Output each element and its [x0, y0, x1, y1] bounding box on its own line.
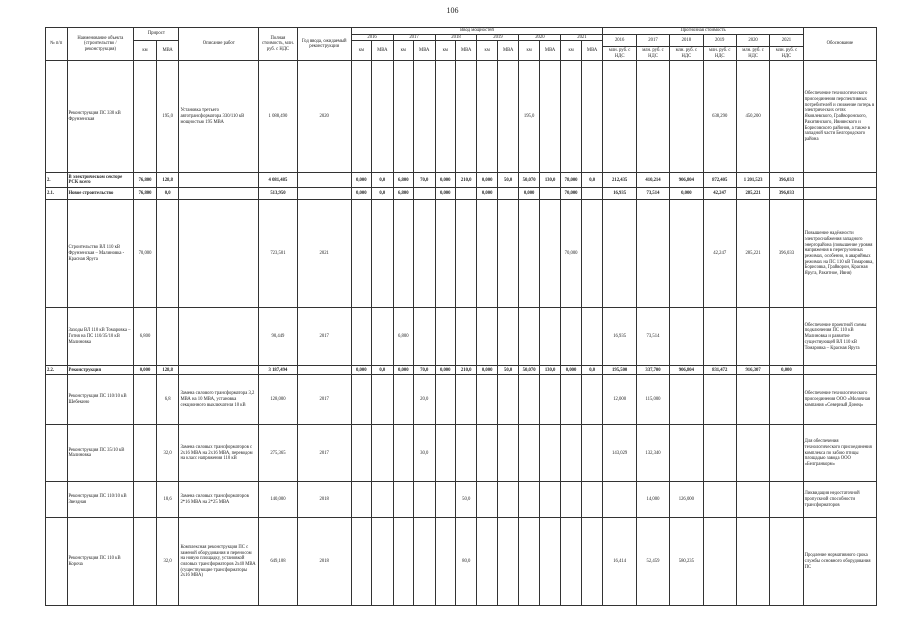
work-description: Комплексная реконструкция ПС с заменой оборудования и переносом на новую площадку, установкой силовых трансформаторов 2х40 МВА (существующие трансформаторы 2х16 МВА) — [179, 518, 259, 606]
input-value: 70,0 — [413, 366, 435, 375]
input-value: 50,0 — [497, 173, 519, 188]
hdr-fin-unit: млн. руб. с НДС — [603, 47, 636, 61]
object-name: Новое строительство — [67, 188, 134, 200]
fin-value: 906,804 — [670, 173, 703, 188]
commission-year: 2017 — [297, 308, 351, 366]
fin-2016: 16,935 — [603, 308, 636, 366]
input-value: 0,000 — [477, 173, 497, 188]
input-value: 0,000 — [351, 188, 371, 200]
fin-2017: 115,000 — [636, 375, 669, 425]
input-2020-km: 195,0 — [519, 61, 539, 173]
hdr-fin-unit: млн. руб. с НДС — [770, 47, 803, 61]
hdr-cost: Полная стоимость, млн. руб. с НДС — [259, 28, 298, 61]
input-value: 0,0 — [372, 188, 394, 200]
full-cost: 649,108 — [259, 518, 298, 606]
hdr-km: км — [477, 41, 497, 61]
commission-year: 2018 — [297, 482, 351, 518]
hdr-fin-unit: млн. руб. с НДС — [636, 47, 669, 61]
hdr-km: км — [561, 41, 581, 61]
gain-mva: 128,8 — [156, 173, 179, 188]
full-cost: 723,501 — [259, 200, 298, 308]
hdr-mva: МВА — [539, 41, 561, 61]
row-num: 2. — [46, 173, 68, 188]
input-value: 130,0 — [539, 173, 561, 188]
input-value: 0,000 — [351, 366, 371, 375]
table-row — [46, 425, 877, 482]
table-row — [46, 200, 877, 308]
hdr-year: Год ввода, ожидаемый реконструкции — [297, 28, 351, 61]
input-value: 50,070 — [519, 366, 539, 375]
object-name: В электрическом секторе РСК всего — [67, 173, 134, 188]
hdr-km: км — [351, 41, 371, 61]
input-value: 0,000 — [435, 366, 455, 375]
object-name: Строительство ВЛ 110 кВ Фрунзенская – Малиновка - Красная Яруга — [67, 200, 134, 308]
full-cost: 275,365 — [259, 425, 298, 482]
fin-value: 916,307 — [736, 366, 769, 375]
fin-2016: 143,029 — [603, 425, 636, 482]
hdr-justification: Обоснование — [803, 28, 876, 61]
input-value — [497, 188, 519, 200]
fin-2021: 396,033 — [770, 200, 803, 308]
hdr-fin-2016: 2016 — [603, 34, 636, 47]
input-value: 6,800 — [393, 188, 413, 200]
hdr-year-2017: 2017 — [393, 34, 435, 41]
object-name: Реконструкция ПС 35/10 кВ Малиновка — [67, 425, 134, 482]
input-value: 6,800 — [393, 173, 413, 188]
fin-value: 906,804 — [670, 366, 703, 375]
input-value: 130,0 — [539, 366, 561, 375]
fin-value: 410,214 — [636, 173, 669, 188]
hdr-fin-unit: млн. руб. с НДС — [736, 47, 769, 61]
input-value: 0,0 — [581, 173, 603, 188]
fin-2017: 14,000 — [636, 482, 669, 518]
table-row — [46, 308, 877, 366]
hdr-financing-group: Прогнозная стоимость — [603, 28, 803, 35]
table-row — [46, 188, 877, 200]
input-2017-mva: 20,0 — [413, 375, 435, 425]
input-2018-mva: 50,0 — [455, 482, 477, 518]
commission-year: 2018 — [297, 518, 351, 606]
input-2021-km: 70,000 — [561, 200, 581, 308]
work-description: Замена силового трансформатора 3,2 МВА на 10 МВА, установка секционного выключателя 10 кВ — [179, 375, 259, 425]
input-value: 0,0 — [372, 366, 394, 375]
justification: Продление нормативного срока службы основного оборудования ПС — [803, 518, 876, 606]
table-row — [46, 366, 877, 375]
hdr-mva: МВА — [372, 41, 394, 61]
hdr-gain-km: км — [134, 41, 157, 61]
input-value: 0,000 — [435, 173, 455, 188]
input-value: 210,0 — [455, 366, 477, 375]
fin-2017: 132,340 — [636, 425, 669, 482]
gain-km: 70,000 — [134, 200, 157, 308]
gain-mva: 6,8 — [156, 375, 179, 425]
full-cost: 90,449 — [259, 308, 298, 366]
hdr-km: км — [519, 41, 539, 61]
justification: Обеспечение технологического присоединения перспективных потребителей и снижение потерь в электрических сетях Яковлевского, Грайворонского, Ракитянского, Ивнянского и Борисовского районов, а также в западной части Белгородского района — [803, 61, 876, 173]
object-name: Реконструкция ПС 330 кВ Фрунзенская — [67, 61, 134, 173]
input-value: 50,070 — [519, 173, 539, 188]
fin-2018: 580,235 — [670, 518, 703, 606]
input-value: 0,000 — [561, 366, 581, 375]
justification: Обеспечение проектной схемы подключения ПС 110 кВ Малиновка и развитие существующей ВЛ 110 кВ Томаровка – Красная Яруга — [803, 308, 876, 366]
input-value: 210,0 — [455, 173, 477, 188]
hdr-num: № п/п — [46, 28, 68, 61]
commission-year: 2021 — [297, 200, 351, 308]
fin-value: 73,514 — [636, 188, 669, 200]
page-number: 106 — [446, 6, 459, 15]
hdr-gain-mva: МВА — [156, 41, 179, 61]
full-cost: 513,950 — [259, 188, 298, 200]
input-value — [455, 188, 477, 200]
row-num: 2.1. — [46, 188, 68, 200]
fin-value: 831,472 — [703, 366, 736, 375]
input-value: 0,0 — [372, 173, 394, 188]
hdr-year-2020: 2020 — [519, 34, 561, 41]
fin-value: 337,700 — [636, 366, 669, 375]
gain-km: 76,800 — [134, 173, 157, 188]
work-description: Замена силовых трансформаторов с 2х16 МВА на 2х16 МВА, переводом на класс напряжения 110 кВ — [179, 425, 259, 482]
fin-value: 16,935 — [603, 188, 636, 200]
hdr-mva: МВА — [413, 41, 435, 61]
hdr-description: Описание работ — [179, 28, 259, 61]
hdr-fin-2021: 2021 — [770, 34, 803, 47]
justification: Для обеспечения технологического присоединения комплекса по забою птицы площадью завода ООО «Белгранкорм» — [803, 425, 876, 482]
gain-mva: 0,0 — [156, 188, 179, 200]
table-row — [46, 482, 877, 518]
gain-mva: 32,0 — [156, 425, 179, 482]
object-name: Реконструкция ПС 110 кВ Корочa — [67, 518, 134, 606]
input-2017-mva: 30,0 — [413, 425, 435, 482]
object-name: Заходы ВЛ 110 кВ Томаровка – Готня на ПС 110/35/10 кВ Малиновка — [67, 308, 134, 366]
fin-2020: 450,200 — [736, 61, 769, 173]
fin-value: 396,033 — [770, 188, 803, 200]
hdr-fin-2018: 2018 — [670, 34, 703, 47]
table-row — [46, 518, 877, 606]
table-row — [46, 61, 877, 173]
fin-value: 285,221 — [736, 188, 769, 200]
hdr-gain: Прирост — [134, 28, 179, 41]
hdr-fin-2017: 2017 — [636, 34, 669, 47]
gain-mva: 32,0 — [156, 518, 179, 606]
input-value: 0,000 — [477, 366, 497, 375]
justification: Обеспечение технологического присоединения ООО «Молочная компания «Северный Донец» — [803, 375, 876, 425]
input-value: 0,0 — [581, 366, 603, 375]
commission-year: 2017 — [297, 375, 351, 425]
commission-year: 2017 — [297, 425, 351, 482]
justification: Ликвидация недостаточной пропускной способности трансформаторов — [803, 482, 876, 518]
input-value: 70,000 — [561, 188, 581, 200]
input-value — [539, 188, 561, 200]
object-name: Реконструкция ПС 110/10 кВ Звездная — [67, 482, 134, 518]
input-value: 78,000 — [561, 173, 581, 188]
gain-mva: 128,8 — [156, 366, 179, 375]
hdr-year-2019: 2019 — [477, 34, 519, 41]
input-value: 0,000 — [477, 188, 497, 200]
fin-2016: 16,414 — [603, 518, 636, 606]
hdr-input-group: Ввод мощностей — [351, 28, 603, 35]
object-name: Реконструкция ПС 110/10 кВ Шебекино — [67, 375, 134, 425]
fin-value: 195,500 — [603, 366, 636, 375]
fin-value: 872,405 — [703, 173, 736, 188]
hdr-year-2018: 2018 — [435, 34, 477, 41]
full-cost: 128,000 — [259, 375, 298, 425]
input-value — [413, 188, 435, 200]
input-2018-mva: 80,0 — [455, 518, 477, 606]
input-value: 50,0 — [497, 366, 519, 375]
hdr-mva: МВА — [497, 41, 519, 61]
input-value: 70,0 — [413, 173, 435, 188]
row-num: 2.2. — [46, 366, 68, 375]
hdr-mva: МВА — [455, 41, 477, 61]
fin-value: 396,033 — [770, 173, 803, 188]
investment-table — [45, 27, 877, 606]
input-2017-km: 6,800 — [393, 308, 413, 366]
work-description: Установка третьего автотрансформатора 330/110 кВ мощностью 195 МВА — [179, 61, 259, 173]
full-cost: 140,000 — [259, 482, 298, 518]
fin-2019: 42,247 — [703, 200, 736, 308]
fin-value: 212,435 — [603, 173, 636, 188]
input-value: 0,000 — [351, 173, 371, 188]
hdr-mva: МВА — [581, 41, 603, 61]
full-cost: 4 081,485 — [259, 173, 298, 188]
hdr-km: км — [393, 41, 413, 61]
full-cost: 3 187,494 — [259, 366, 298, 375]
commission-year: 2020 — [297, 61, 351, 173]
hdr-km: км — [435, 41, 455, 61]
hdr-fin-2019: 2019 — [703, 34, 736, 47]
input-value: 0,000 — [393, 366, 413, 375]
input-value: 0,000 — [435, 188, 455, 200]
work-description: Замена силовых трансформаторов 2*16 МВА на 2*25 МВА — [179, 482, 259, 518]
input-value: 0,000 — [519, 188, 539, 200]
fin-2017: 52,459 — [636, 518, 669, 606]
justification: Повышение надёжности электроснабжения западного энергорайона (повышение уровня напряжения в перегрузочных режимах, особенно, в аварийных режимах на ПС 110 кВ Томаровка, Борисовка, Грайворон, Красная Яруга, Ракитное, Ивня) — [803, 200, 876, 308]
fin-2017: 73,514 — [636, 308, 669, 366]
gain-km: 6,800 — [134, 308, 157, 366]
hdr-object: Наименование объекта (строительство / реконструкция) — [67, 28, 134, 61]
hdr-fin-2020: 2020 — [736, 34, 769, 47]
hdr-fin-unit: млн. руб. с НДС — [670, 47, 703, 61]
gain-km: 0,000 — [134, 366, 157, 375]
fin-2016: 12,000 — [603, 375, 636, 425]
fin-2019: 638,290 — [703, 61, 736, 173]
fin-value: 1 201,523 — [736, 173, 769, 188]
fin-value: 42,247 — [703, 188, 736, 200]
full-cost: 1 088,490 — [259, 61, 298, 173]
fin-value: 0,000 — [670, 188, 703, 200]
fin-2020: 285,221 — [736, 200, 769, 308]
hdr-year-2016: 2016 — [351, 34, 393, 41]
gain-mva: 195,0 — [156, 61, 179, 173]
gain-km: 76,800 — [134, 188, 157, 200]
fin-2018: 126,000 — [670, 482, 703, 518]
table-row — [46, 173, 877, 188]
hdr-fin-unit: млн. руб. с НДС — [703, 47, 736, 61]
input-value — [581, 188, 603, 200]
gain-mva: 18,6 — [156, 482, 179, 518]
table-row — [46, 375, 877, 425]
hdr-year-2021: 2021 — [561, 34, 603, 41]
fin-value: 0,000 — [770, 366, 803, 375]
object-name: Реконструкция — [67, 366, 134, 375]
